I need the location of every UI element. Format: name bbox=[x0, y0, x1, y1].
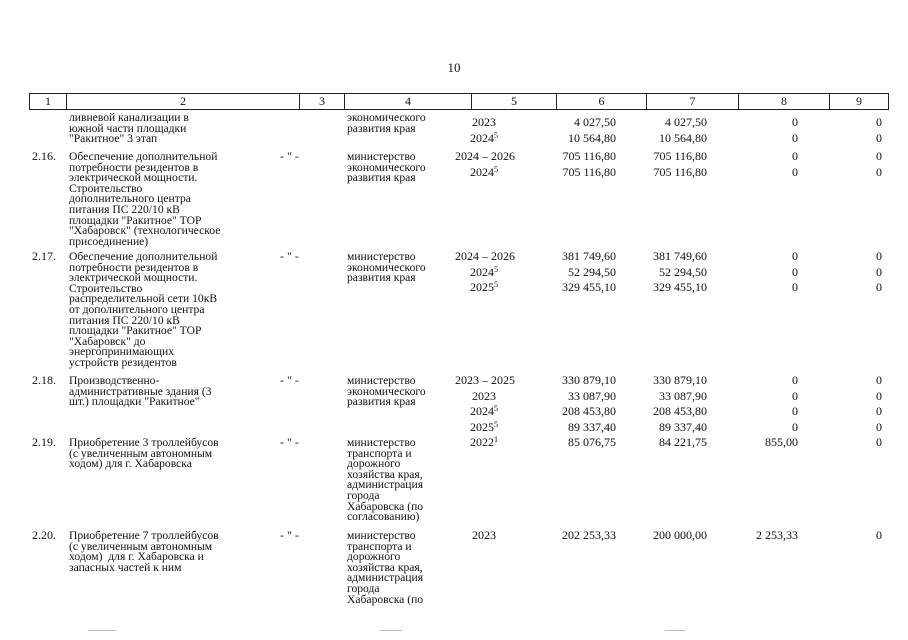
year-value: 2023 bbox=[472, 388, 496, 403]
year-value: 2023 – 2025 bbox=[455, 373, 515, 387]
amount-col9: 0 bbox=[876, 420, 882, 435]
amount-col8: 0 bbox=[792, 420, 798, 435]
amount-col8: 0 bbox=[792, 280, 798, 295]
amount-budget: 4 027,50 bbox=[665, 115, 707, 129]
amount-total: 85 076,75 bbox=[568, 435, 616, 449]
amount-budget: 330 879,10 bbox=[653, 373, 707, 387]
amount-col8: 0 bbox=[792, 130, 798, 145]
amount-budget: 705 116,80 bbox=[653, 164, 707, 179]
amount-total: 89 337,40 bbox=[568, 420, 616, 435]
object-name: Производственно- административные здания (3 шт.) площадки "Ракитное" bbox=[69, 374, 212, 409]
column-header: 9 bbox=[856, 94, 862, 108]
amount-col9: 0 bbox=[876, 249, 882, 263]
executor: министерство экономического развития края bbox=[347, 150, 426, 185]
year-value: 2025 bbox=[470, 280, 494, 295]
footer-divider bbox=[380, 630, 402, 631]
amount-col8: 0 bbox=[792, 264, 798, 279]
amount-col8: 0 bbox=[792, 404, 798, 419]
object-name: ливневой канализации в южной части площадки "Ракитное" 3 этап bbox=[69, 111, 189, 146]
amount-col9: 0 bbox=[876, 388, 882, 403]
amount-col8: 0 bbox=[792, 373, 798, 387]
footnote-mark: 5 bbox=[494, 420, 498, 430]
year-value: 2024 bbox=[470, 164, 494, 179]
table-header-row bbox=[29, 93, 889, 110]
footnote-mark: 5 bbox=[494, 404, 498, 414]
year-cell bbox=[455, 406, 513, 417]
amount-budget: 52 294,50 bbox=[659, 264, 707, 279]
year-cell bbox=[455, 117, 513, 128]
amount-budget: 200 000,00 bbox=[653, 528, 707, 542]
row-number: 2.17. bbox=[32, 249, 56, 263]
year-cell bbox=[455, 437, 513, 448]
amount-col9: 0 bbox=[876, 528, 882, 542]
term: - " - bbox=[280, 249, 299, 263]
column-header: 4 bbox=[345, 94, 472, 109]
year-value: 2024 – 2026 bbox=[455, 149, 515, 163]
amount-col9: 0 bbox=[876, 264, 882, 279]
year-cell bbox=[455, 282, 513, 293]
footnote-mark: 5 bbox=[494, 264, 498, 274]
footnote-mark: 5 bbox=[494, 164, 498, 174]
footnote-mark: 5 bbox=[494, 130, 498, 140]
amount-budget: 89 337,40 bbox=[659, 420, 707, 435]
row-number: 2.16. bbox=[32, 149, 56, 163]
amount-budget: 33 087,90 bbox=[659, 388, 707, 403]
amount-total: 4 027,50 bbox=[574, 115, 616, 129]
year-cell bbox=[455, 251, 513, 262]
footnote-mark: 1 bbox=[494, 435, 498, 444]
amount-total: 329 455,10 bbox=[562, 280, 616, 295]
amount-col9: 0 bbox=[876, 280, 882, 295]
amount-total: 10 564,80 bbox=[568, 130, 616, 145]
object-name: Обеспечение дополнительной потребности резидентов в электрической мощности. Строительство распределительной сети 10кВ от дополнительного центра питания ПС 220/10 кВ площадки "Ракитное" ТОР "Хабаровск" до энергопринимающих устройств резидентов bbox=[69, 250, 218, 369]
amount-total: 330 879,10 bbox=[562, 373, 616, 387]
year-value: 2024 bbox=[470, 130, 494, 145]
column-header: 3 bbox=[300, 94, 345, 109]
amount-col9: 0 bbox=[876, 404, 882, 419]
year-value: 2024 – 2026 bbox=[455, 249, 515, 263]
year-cell bbox=[455, 422, 513, 433]
term: - " - bbox=[280, 149, 299, 163]
amount-budget: 208 453,80 bbox=[653, 404, 707, 419]
year-value: 2022 bbox=[470, 435, 494, 449]
amount-col8: 0 bbox=[792, 249, 798, 263]
object-name: Приобретение 7 троллейбусов (с увеличенным автономным ходом) для г. Хабаровска и запасных частей к ним bbox=[69, 529, 219, 574]
amount-budget: 84 221,75 bbox=[659, 435, 707, 449]
page-number: 10 bbox=[447, 60, 461, 75]
amount-budget: 10 564,80 bbox=[659, 130, 707, 145]
year-value: 2023 bbox=[472, 115, 496, 129]
amount-col8: 0 bbox=[792, 115, 798, 129]
amount-budget: 329 455,10 bbox=[653, 280, 707, 295]
row-number: 2.19. bbox=[32, 435, 56, 449]
amount-col8: 855,00 bbox=[765, 435, 798, 449]
executor: министерство экономического развития края bbox=[347, 374, 426, 409]
amount-col9: 0 bbox=[876, 164, 882, 179]
amount-total: 705 116,80 bbox=[562, 149, 616, 163]
amount-col9: 0 bbox=[876, 373, 882, 387]
executor: министерство экономического развития края bbox=[347, 250, 426, 285]
column-header: 1 bbox=[30, 94, 67, 109]
year-value: 2024 bbox=[470, 264, 494, 279]
amount-col9: 0 bbox=[876, 149, 882, 163]
amount-total: 381 749,60 bbox=[562, 249, 616, 263]
column-header: 7 bbox=[647, 94, 739, 109]
year-cell bbox=[455, 375, 513, 386]
row-number: 2.20. bbox=[32, 528, 56, 542]
amount-total: 705 116,80 bbox=[562, 164, 616, 179]
amount-col9: 0 bbox=[876, 130, 882, 145]
term: - " - bbox=[280, 528, 299, 542]
footer-divider bbox=[88, 630, 116, 631]
amount-col8: 0 bbox=[792, 388, 798, 403]
executor: экономического развития края bbox=[347, 111, 426, 135]
amount-budget: 381 749,60 bbox=[653, 249, 707, 263]
executor: министерство транспорта и дорожного хозяйства края, администрация города Хабаровска (по согласованию) bbox=[347, 436, 424, 524]
year-cell bbox=[455, 151, 513, 162]
amount-total: 208 453,80 bbox=[562, 404, 616, 419]
amount-total: 202 253,33 bbox=[562, 528, 616, 542]
footnote-mark: 5 bbox=[494, 280, 498, 290]
year-cell bbox=[455, 164, 513, 179]
year-cell bbox=[455, 130, 513, 145]
column-header: 5 bbox=[472, 94, 557, 109]
object-name: Обеспечение дополнительной потребности резидентов в электрической мощности. Строительство дополнительного центра питания ПС 220/10 кВ площадки "Ракитное" ТОР "Хабаровск" (технологическое присоединение) bbox=[69, 150, 221, 248]
row-number: 2.18. bbox=[32, 373, 56, 387]
column-header: 8 bbox=[739, 94, 830, 109]
year-value: 2025 bbox=[470, 420, 494, 435]
term: - " - bbox=[280, 373, 299, 387]
amount-col8: 2 253,33 bbox=[756, 528, 798, 542]
year-cell bbox=[455, 388, 513, 403]
amount-col9: 0 bbox=[876, 115, 882, 129]
term: - " - bbox=[280, 435, 299, 449]
year-cell bbox=[455, 530, 513, 541]
column-header: 6 bbox=[557, 94, 647, 109]
amount-col9: 0 bbox=[876, 435, 882, 449]
year-value: 2023 bbox=[472, 528, 496, 542]
object-name: Приобретение 3 троллейбусов (с увеличенным автономным ходом) для г. Хабаровска bbox=[69, 436, 219, 471]
footer-divider bbox=[665, 630, 685, 631]
amount-col8: 0 bbox=[792, 149, 798, 163]
column-header: 2 bbox=[67, 94, 300, 109]
year-value: 2024 bbox=[470, 404, 494, 419]
executor: министерство транспорта и дорожного хозяйства края, администрация города Хабаровска (по bbox=[347, 529, 424, 606]
amount-total: 52 294,50 bbox=[568, 264, 616, 279]
amount-total: 33 087,90 bbox=[568, 388, 616, 403]
amount-budget: 705 116,80 bbox=[653, 149, 707, 163]
year-cell bbox=[455, 264, 513, 279]
amount-col8: 0 bbox=[792, 164, 798, 179]
